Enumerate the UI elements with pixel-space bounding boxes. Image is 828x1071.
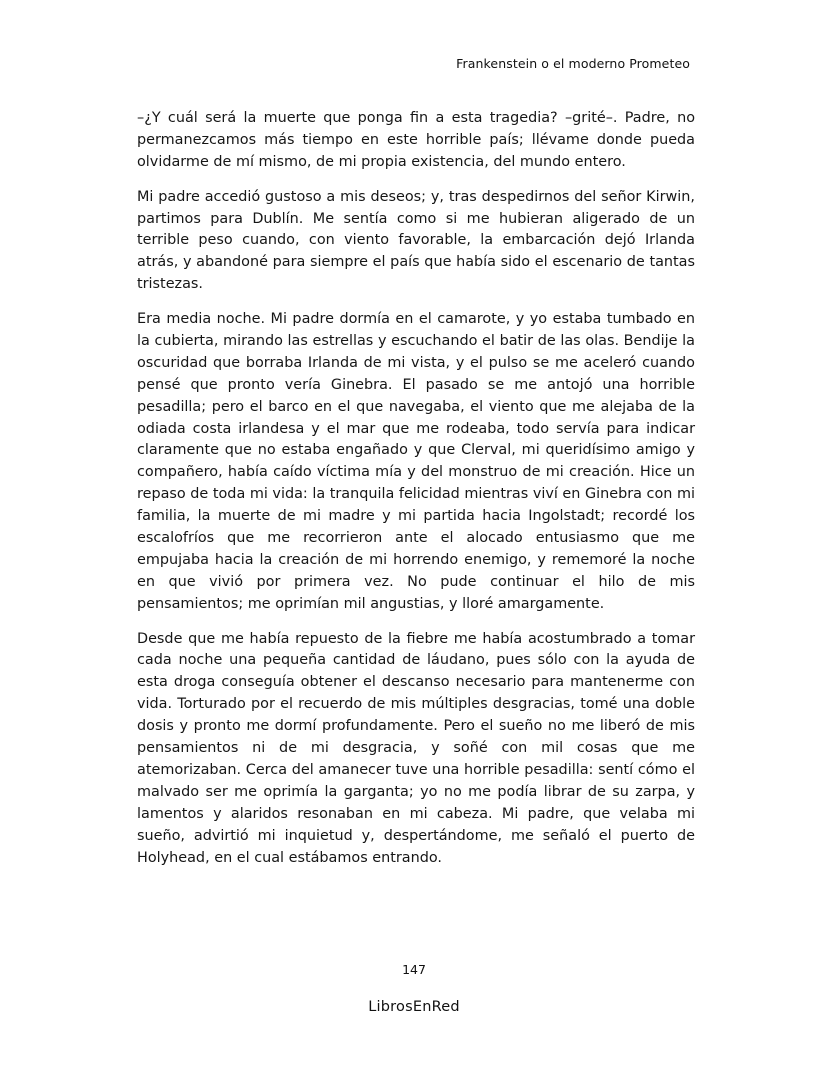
running-head: Frankenstein o el moderno Prometeo — [456, 56, 690, 71]
paragraph: Era media noche. Mi padre dormía en el camarote, y yo estaba tumbado en la cubierta, mirando las estrellas y escuchando el batir de las olas. Bendije la oscuridad que borraba Irlanda de mi vista, y el pulso se me aceleró cuando pensé que pronto vería Ginebra. El pasado se me antojó una horrible pesadilla; pero el barco en el que navegaba, el viento que me alejaba de la odiada costa irlandesa y el mar que me rodeaba, todo servía para indicar claramente que no estaba engañado y que Clerval, mi queridísimo amigo y compañero, había caído víctima mía y del monstruo de mi creación. Hice un repaso de toda mi vida: la tranquila felicidad mientras viví en Ginebra con mi familia, la muerte de mi madre y mi partida hacia Ingolstadt; recordé los escalofríos que me recorrieron ante el alocado entusiasmo que me empujaba hacia la creación de mi horrendo enemigo, y rememoré la noche en que vivió por primera vez. No pude continuar el hilo de mis pensamientos; me oprimían mil angustias, y lloré amargamente. — [137, 311, 695, 612]
paragraph: –¿Y cuál será la muerte que ponga fin a esta tragedia? –grité–. Padre, no permanezcamos más tiempo en este horrible país; llévame donde pueda olvidarme de mí mismo, de mi propia existencia, del mundo entero. — [137, 110, 695, 170]
paragraph: Mi padre accedió gustoso a mis deseos; y, tras despedirnos del señor Kirwin, partimos para Dublín. Me sentía como si me hubieran aligerado de un terrible peso cuando, con viento favorable, la embarcación dejó Irlanda atrás, y abandoné para siempre el país que había sido el escenario de tantas tristezas. — [137, 188, 695, 293]
page-number: 147 — [402, 962, 426, 977]
publisher-imprint: LibrosEnRed — [368, 999, 460, 1015]
body-text — [137, 108, 695, 869]
paragraph: Desde que me había repuesto de la fiebre me había acostumbrado a tomar cada noche una pequeña cantidad de láudano, pues sólo con la ayuda de esta droga conseguía obtener el descanso necesario para mantenerme con vida. Torturado por el recuerdo de mis múltiples desgracias, tomé una doble dosis y pronto me dormí profundamente. Pero el sueño no me liberó de mis pensamientos ni de mi desgracia, y soñé con mil cosas que me atemorizaban. Cerca del amanecer tuve una horrible pesadilla: sentí cómo el malvado ser me oprimía la garganta; yo no me podía librar de su zarpa, y lamentos y alaridos resonaban en mi cabeza. Mi padre, que velaba mi sueño, advirtió mi inquietud y, despertándome, me señaló el puerto de Holyhead, en el cual estábamos entrando. — [137, 630, 695, 866]
page-footer — [0, 962, 828, 1015]
